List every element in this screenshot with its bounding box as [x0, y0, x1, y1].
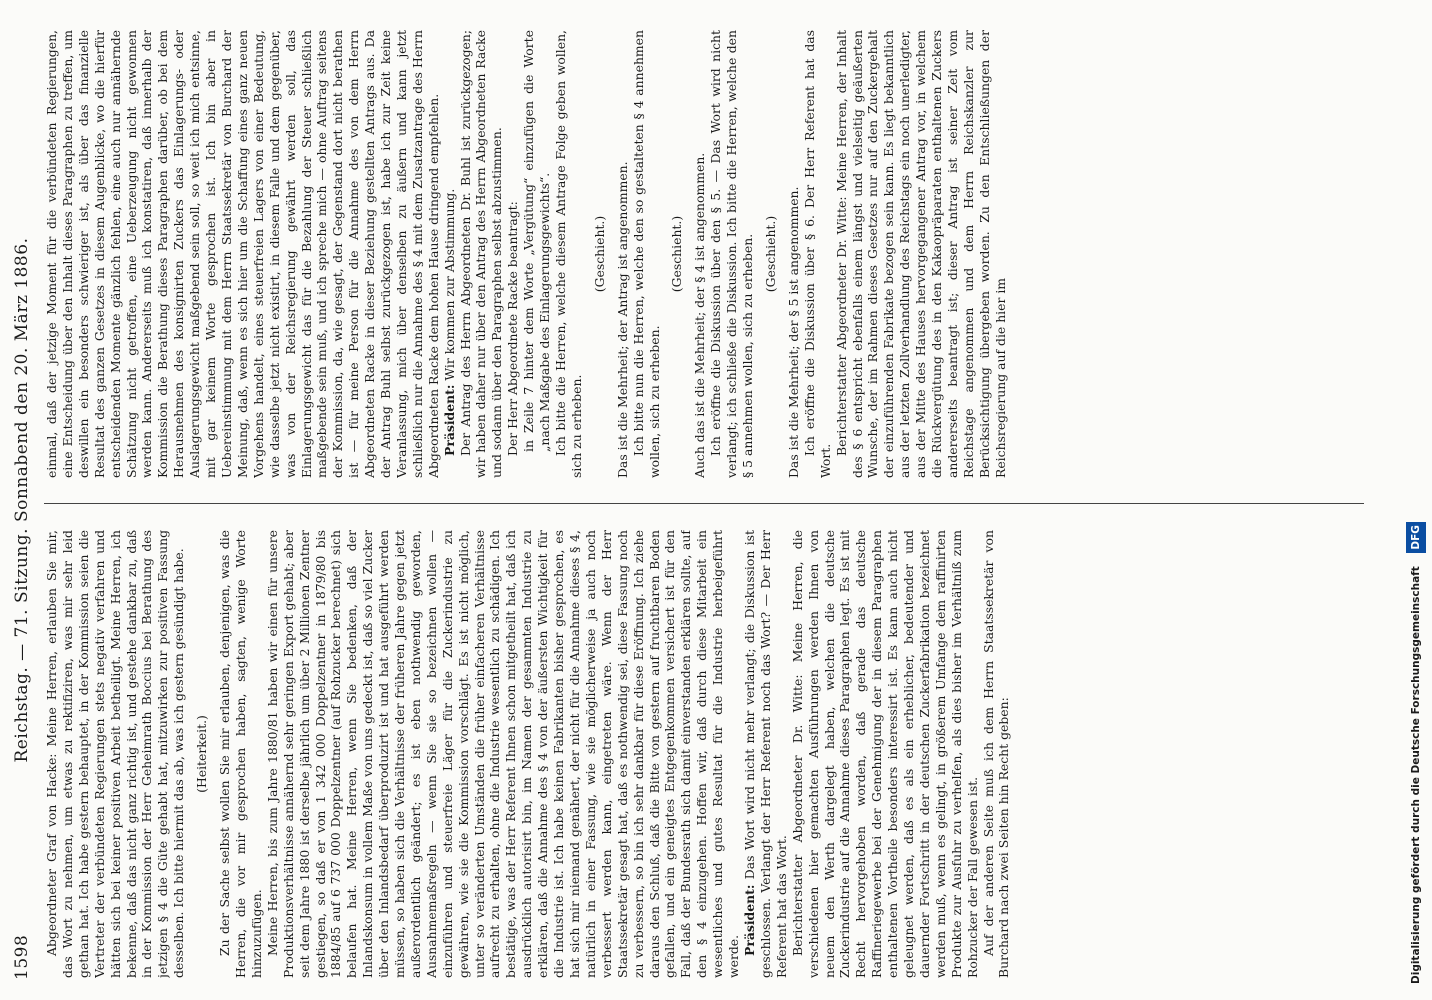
digitization-note: Digitalisierung gefördert durch die Deutsche Forschungsgemeinschaft [1410, 566, 1422, 984]
paragraph: Berichterstatter Abgeordneter Dr. Witte: Meine Herren, die verschiedenen hier gemachten Ausführungen werden Ihnen von neuem den Werth dargelegt haben, welchen die deutsche Zuckerindustrie auf die Annahme dieses Paragraphen legt. Es ist mit Recht hervorgehoben worden, daß gerade das deutsche Raffineriegewerbe bei der Genehmigung der in diesem Paragraphen enthaltenen Vortheile besonders interessirt ist. Es kann auch nicht geleugnet werden, daß es als ein erheblicher, bedeutender und dauernder Fortschritt in der deutschen Zuckerfabrikation bezeichnet werden muß, wenn es gelingt, in größerem Umfange dem raffinirten Produkte zur Ausfuhr zu verhelfen, als dies bisher im Verhältniß zum Rohzucker der Fall gewesen ist. [789, 530, 980, 978]
motion-text: in Zeile 7 hinter dem Worte „Vergütung“ einzufügen die Worte „nach Maßgabe des Einlagerungsgewichts“. [521, 30, 553, 452]
stage-direction: (Geschieht.) [669, 215, 685, 293]
stage-direction: (Geschieht.) [591, 215, 607, 293]
speaker-label: Präsident: [441, 384, 457, 456]
speaker-label: Präsident: [741, 884, 757, 956]
paragraph: Auch das ist die Mehrheit; der § 4 ist angenommen. [692, 152, 708, 478]
paragraph: Berichterstatter Abgeordneter Dr. Witte: Meine Herren, der Inhalt des § 6 entspricht ebenfalls einem längst und vielseitig geäußerten Wunsche, der im Rahmen dieses Gesetzes nur auf den Zuckergehalt der einzuführenden Fabrikate bezogen sein kann. Es liegt bekanntlich aus der letzten Zollverhandlung des Reichstags ein noch unerledigter, aus der Mitte des Hauses hervorgegangener Antrag vor, in welchem die Rückvergütung des in den Kakaopräparaten enthaltenen Zuckers andererseits beantragt ist; dieser Antrag ist seiner Zeit vom Reichstage angenommen und dem Herrn Reichskanzler zur Berücksichtigung übergeben worden. Zu den Entschließungen der Reichsregierung auf die hier im [833, 30, 1008, 478]
paragraph: Zu der Sache selbst wollen Sie mir erlauben, denjenigen, was die Herren, die vor mir gesprochen haben, sagten, wenige Worte hinzuzufügen. [217, 530, 264, 978]
left-column [44, 530, 1379, 978]
running-title: Reichstag. — 71. Sitzung. Sonnabend den 20. März 1886. [12, 237, 32, 763]
stage-direction: (Geschieht.) [762, 215, 778, 293]
column-divider [44, 503, 1364, 504]
paragraph: Auf der anderen Seite muß ich dem Herrn Staatssekretär von Burchard nach zwei Seiten hin Recht geben: [980, 530, 1012, 978]
speaker-paragraph [442, 30, 458, 478]
paragraph: einmal, daß der jetzige Moment für die verbündeten Regierungen, eine Entscheidung über den Inhalt dieses Paragraphen zu treffen, um deswillen ein besonders schwieriger ist, als über das finanzielle Resultat des ganzen Gesetzes in diesem Augenblicke, wo die hierfür entscheidenden Momente gänzlich fehlen, eine auch nur annähernde Schätzung nicht getroffen, eine Ueberzeugung nicht gewonnen werden kann. Andererseits muß ich konstatiren, daß innerhalb der Kommission die Berathung dieses Paragraphen darüber, ob bei dem Herausnehmen des konsignirten Zuckers das Einlagerungs- oder Auslagerungsgewicht maßgebend sein soll, so weit ich mich entsinne, mit gar keinem Worte gesprochen ist. Ich bin aber in Uebereinstimmung mit dem Herrn Staatssekretär von Burchard der Meinung, daß, wenn es sich hier um die Schaffung eines ganz neuen Vorgehens handelt, eines steuerfreien Lagers von einer Bedeutung, wie dasselbe jetzt nicht existirt, in diesem Falle und dem gegenüber, was von der Reichsregierung gewährt werden soll, das Einlagerungsgewicht das für die Bezahlung der Steuer schließlich maßgebende sein muß, und ich spreche mich — ohne Auftrag seitens der Kommission, da, wie gesagt, der Gegenstand dort nicht berathen ist — für meine Person für die Annahme des von dem Herrn Abgeordneten Racke in dieser Beziehung gestellten Antrags aus. Da der Antrag Buhl selbst zurückgezogen ist, habe ich zur Zeit keine Veranlassung, mich über denselben zu äußern und kann jetzt schließlich nur die Annahme des § 4 mit dem Zusatzantrage des Herrn Abgeordneten Racke dem hohen Hause dringend empfehlen. [44, 30, 441, 478]
paragraph: Ich bitte nun die Herren, welche den so gestalteten § 4 annehmen wollen, sich zu erheben. [630, 30, 662, 478]
dfg-logo: DFG [1406, 522, 1426, 553]
page-number: 1598 [12, 934, 32, 980]
paragraph: Ich eröffne die Diskussion über den § 5. — Das Wort wird nicht verlangt; ich schließe die Diskussion. Ich bitte die Herren, welche den § 5 annehmen wollen, sich zu erheben. [708, 30, 756, 478]
paragraph: Das ist die Mehrheit; der § 5 ist angenommen. [785, 186, 801, 478]
paragraph: Meine Herren, bis zum Jahre 1880/81 haben wir einen für unsere Produktionsverhältnisse annähernd sehr geringen Export gehabt; aber seit dem Jahre 1880 ist derselbe jährlich um über 2 Millionen Zentner gestiegen, so daß er von 1 342 000 Doppelzentner in 1879/80 bis 1884/85 auf 6 737 000 Doppelzentner (auf Rohzucker berechnet) sich belaufen hat. Meine Herren, wenn Sie bedenken, daß der Inlandskonsum in vollem Maße von uns gedeckt ist, daß so viel Zucker über den Inlandsbedarf überproduzirt ist und hat ausgeführt werden müssen, so haben sich die Verhältnisse der früheren Jahre gegen jetzt außerordentlich geändert; es ist eben nothwendig geworden, Ausnahmemaßregeln — wenn Sie sie so bezeichnen wollen — einzuführen und steuerfreie Läger für die Zuckerindustrie zu gewähren, wie sie die Kommission vorschlägt. Es ist nicht möglich, unter so veränderten Umständen die früher einfacheren Verhältnisse aufrecht zu erhalten, ohne die Industrie wesentlich zu schädigen. Ich bestätige, was der Herr Referent Ihnen schon mitgetheilt hat, daß ich ausdrücklich autorisirt bin, im Namen der gesammten Industrie zu erklären, daß die Annahme des § 4 von der äußersten Wichtigkeit für die Industrie ist. Ich habe keinen Fabrikanten bisher gesprochen, es hat sich mir niemand genähert, der nicht für die Annahme dieses § 4, natürlich in einer Fassung, wie sie möglicherweise ja auch noch verbessert werden kann, eingetreten wäre. Wenn der Herr Staatssekretär gesagt hat, daß es nothwendig sei, diese Fassung noch zu verbessern, so bin ich sehr dankbar für diese Eröffnung. Ich ziehe daraus den Schluß, daß die Bitte von gestern auf fruchtbaren Boden gefallen, und ein geneigtes Entgegenkommen versichert ist für den Fall, daß der Bundesrath sich damit einverstanden erklären sollte, auf den § 4 einzugehen. Hoffen wir, daß durch diese Mitarbeit ein wesentliches und gutes Resultat für die Industrie herbeigeführt werde. [264, 530, 742, 978]
right-column [44, 30, 1379, 478]
paragraph: Das ist die Mehrheit; der Antrag ist angenommen. [614, 161, 630, 478]
page-header [10, 20, 38, 980]
paragraph: Abgeordneter Graf von Hacke: Meine Herren, erlauben Sie mir, das Wort zu nehmen, um etwas zu rektifiziren, was mir sehr leid gethan hat. Ich habe gestern behauptet, in der Kommission seien die Vertreter der verbündeten Regierungen stets negativ verfahren und hätten sich bei keiner positiven Arbeit betheiligt. Meine Herren, ich bekenne, daß das nicht ganz richtig ist, und gestehe dankbar zu, daß in der Kommission der Herr Geheimrath Boccius bei Berathung des jetzigen § 4 die Güte gehabt hat, mitzuwirken zur positiven Fassung desselben. Ich bitte hiermit das ab, was ich gestern gesündigt habe. [44, 530, 187, 978]
stage-direction: (Heiterkeit.) [194, 715, 210, 793]
paragraph: Der Antrag des Herrn Abgeordneten Dr. Buhl ist zurückgezogen; wir haben daher nur über den Antrag des Herrn Abgeordneten Racke und sodann über den Paragraphen selbst abzustimmen. [457, 30, 505, 478]
digitization-stamp [1406, 0, 1428, 1000]
paragraph: Der Herr Abgeordnete Racke beantragt: [505, 201, 521, 456]
paragraph: Ich bitte die Herren, welche diesem Antrage Folge geben wollen, sich zu erheben. [553, 30, 584, 478]
speech-text: Wir kommen zur Abstimmung. [441, 188, 457, 385]
paragraph: Ich eröffne die Diskussion über § 6. Der Herr Referent hat das Wort. [801, 30, 833, 478]
speech-text: Das Wort wird nicht mehr verlangt; die Diskussion ist geschlossen. Verlangt der Herr Referent noch das Wort? — Der Herr Referent hat das Wort. [741, 530, 789, 978]
speaker-paragraph [742, 530, 790, 978]
